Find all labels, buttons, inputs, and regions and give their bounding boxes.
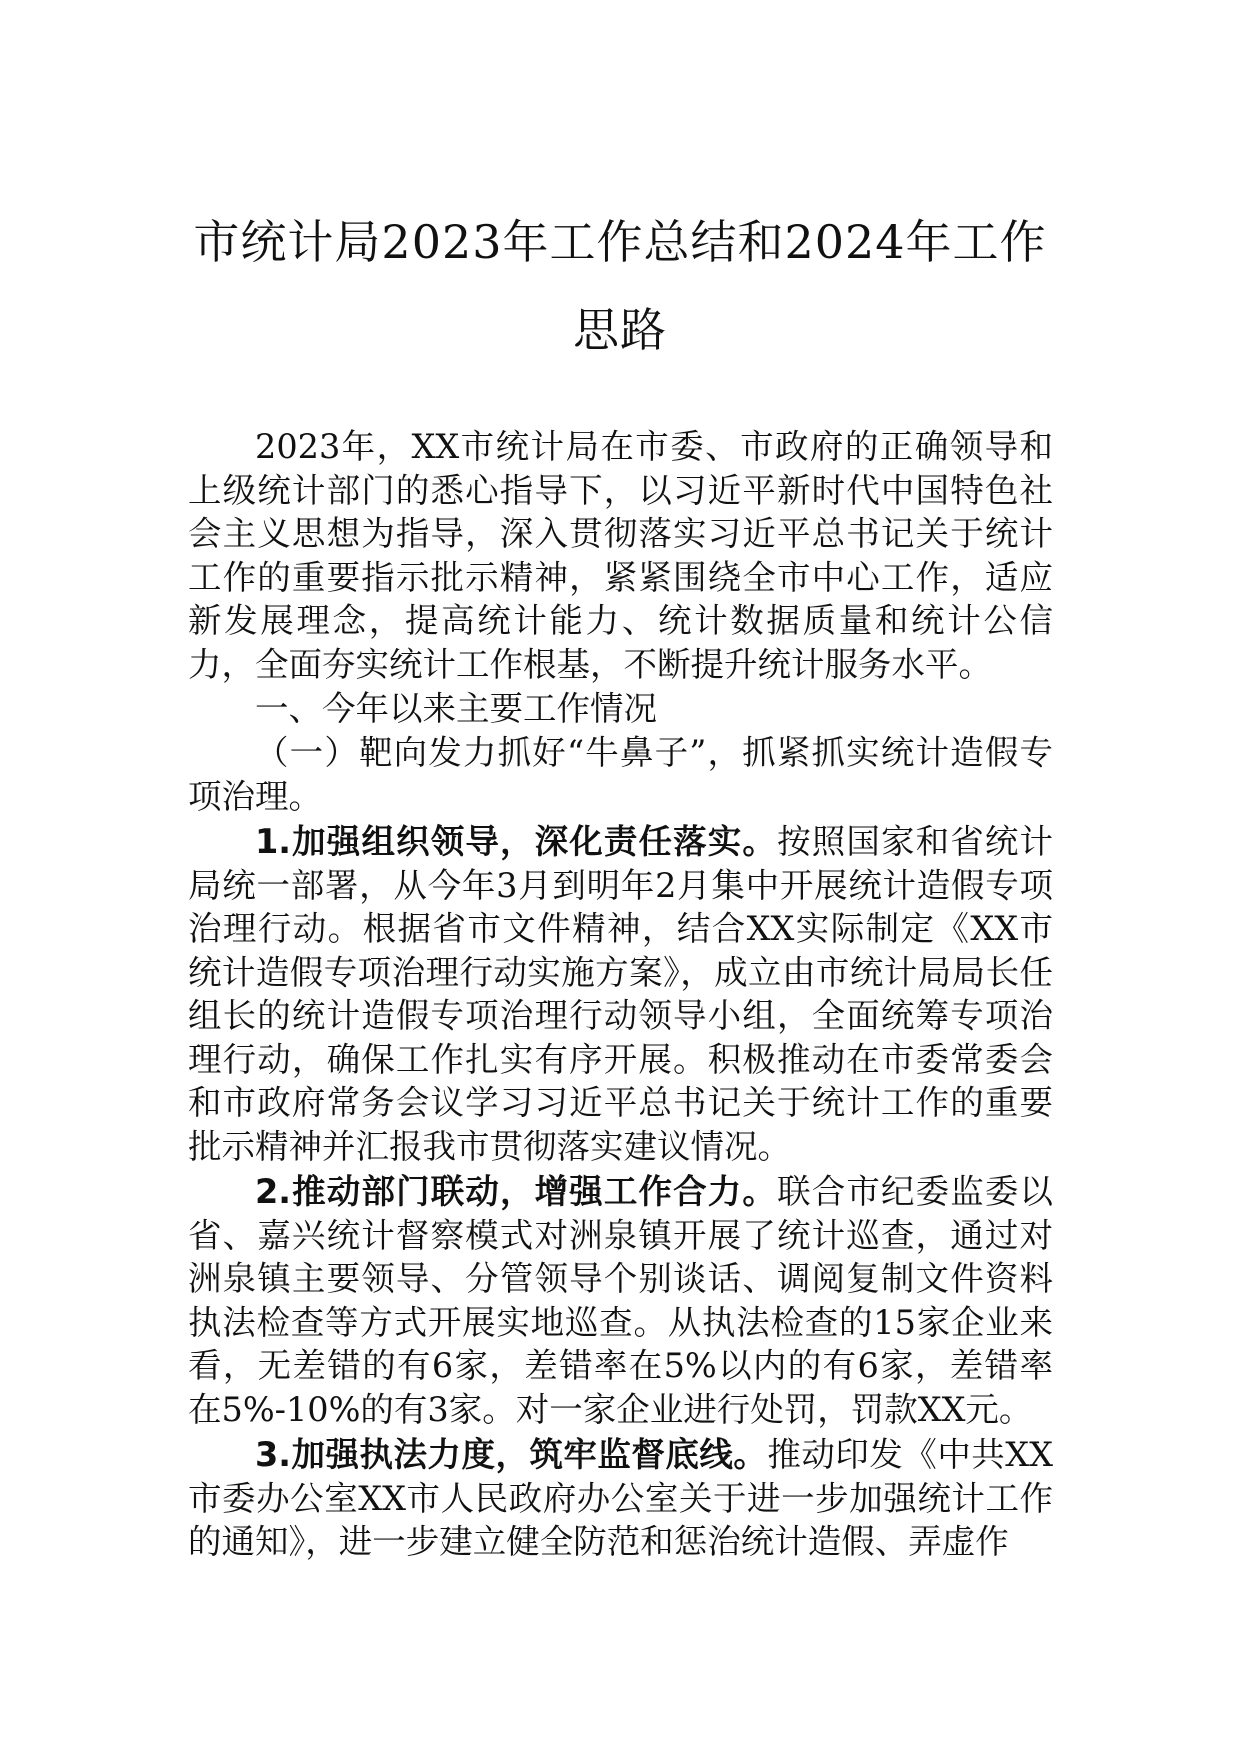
section-heading: 一、今年以来主要工作情况	[255, 689, 657, 728]
item-paragraph-3	[188, 1433, 1053, 1564]
item-lead-1: 1.加强组织领导，深化责任落实。	[255, 822, 778, 861]
subsection-heading: （一）靶向发力抓好“牛鼻子”，抓紧抓实统计造假专项治理。	[188, 733, 1053, 816]
item-text-2: 联合市纪委监委以省、嘉兴统计督察模式对洲泉镇开展了统计巡查，通过对洲泉镇主要领导、分管领导个别谈话、调阅复制文件资料执法检查等方式开展实地巡查。从执法检查的15家企业来看，无差错的有6家，差错率在5%以内的有6家，差错率在5%-10%的有3家。对一家企业进行处罚，罚款XX元。	[188, 1172, 1054, 1429]
item-paragraph-2	[188, 1170, 1053, 1431]
item-paragraph-1	[188, 820, 1053, 1168]
document-title: 市统计局2023年工作总结和2024年工作思路	[193, 215, 1047, 357]
item-lead-3: 3.加强执法力度，筑牢监督底线。	[255, 1435, 768, 1474]
intro-paragraph: 2023年，XX市统计局在市委、市政府的正确领导和上级统计部门的悉心指导下，以习近平新时代中国特色社会主义思想为指导，深入贯彻落实习近平总书记关于统计工作的重要指示批示精神，紧紧围绕全市中心工作，适应新发展理念，提高统计能力、统计数据质量和统计公信力，全面夯实统计工作根基，不断提升统计服务水平。	[188, 427, 1053, 684]
item-lead-2: 2.推动部门联动，增强工作合力。	[255, 1172, 778, 1211]
document-body	[188, 425, 1053, 1564]
item-text-3: 推动印发《中共XX市委办公室XX市人民政府办公室关于进一步加强统计工作的通知》，进一步建立健全防范和惩治统计造假、弄虚作	[188, 1435, 1053, 1561]
item-text-1: 按照国家和省统计局统一部署，从今年3月到明年2月集中开展统计造假专项治理行动。根据省市文件精神，结合XX实际制定《XX市统计造假专项治理行动实施方案》，成立由市统计局局长任组长的统计造假专项治理行动领导小组，全面统筹专项治理行动，确保工作扎实有序开展。积极推动在市委常委会和市政府常务会议学习习近平总书记关于统计工作的重要批示精神并汇报我市贯彻落实建议情况。	[188, 822, 1054, 1166]
